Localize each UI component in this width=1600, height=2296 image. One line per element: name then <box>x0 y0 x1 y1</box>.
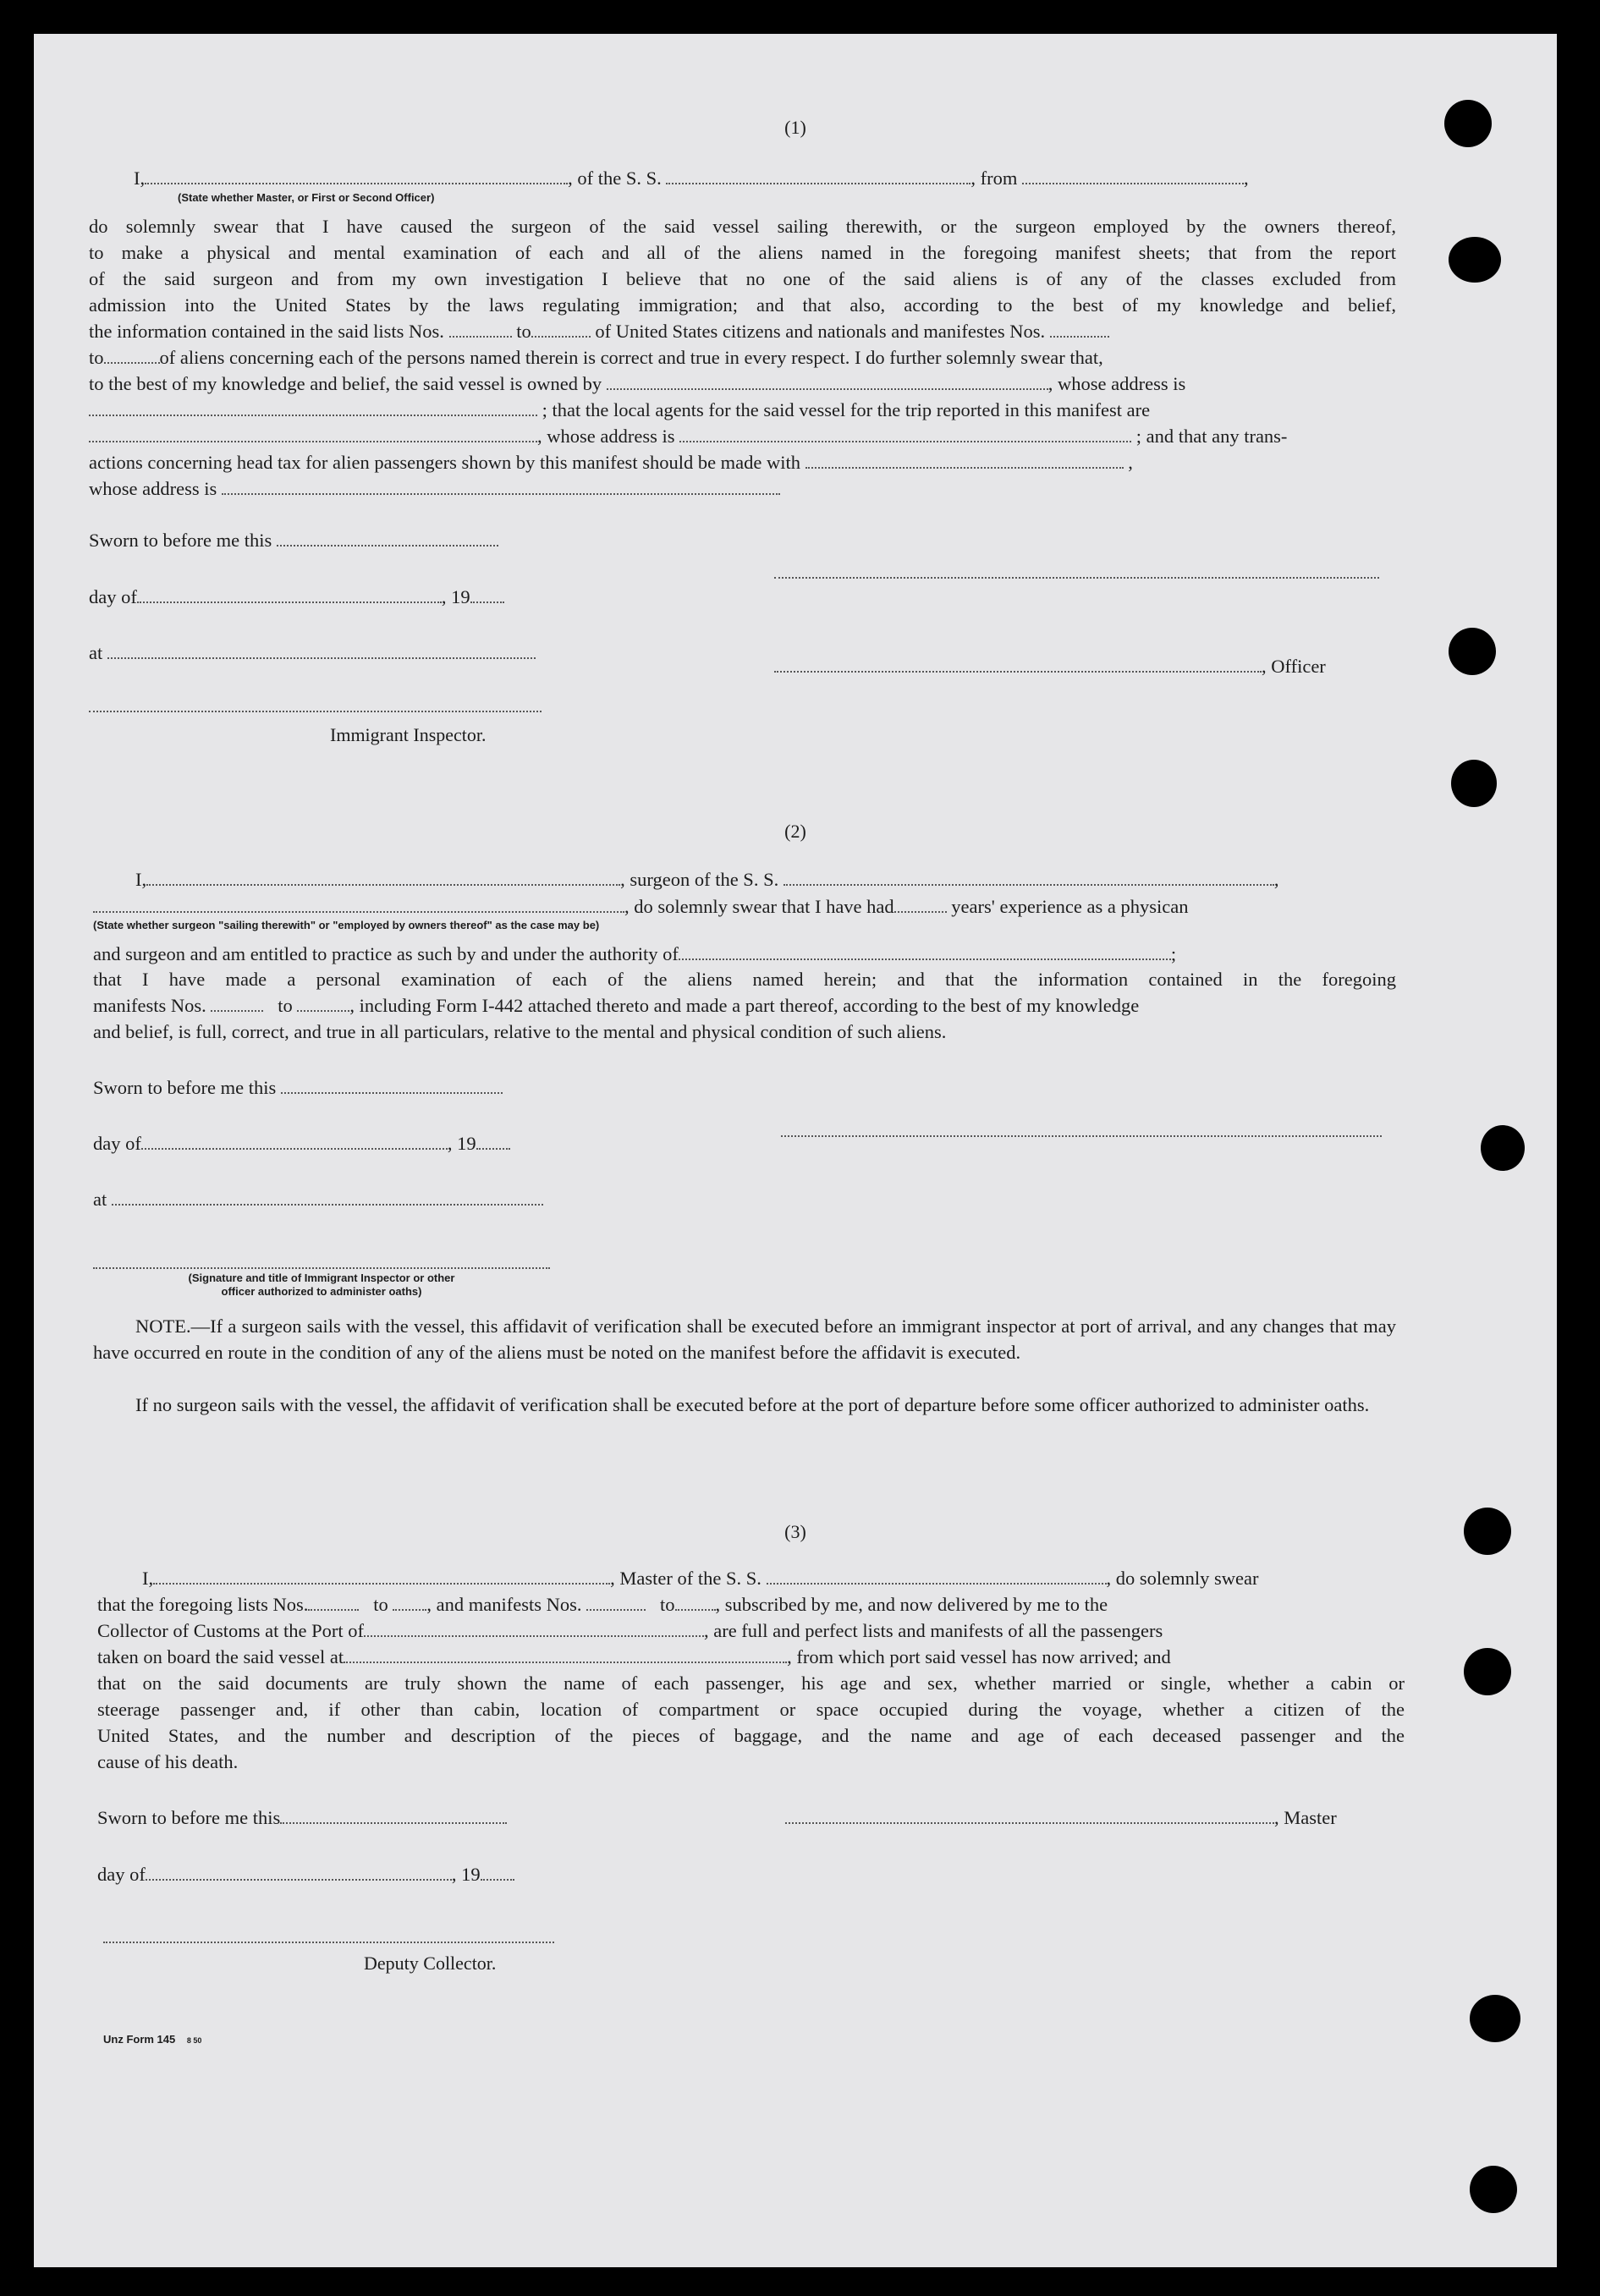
field-hint: (State whether surgeon "sailing therewith" or "employed by owners thereof" as the case may be) <box>93 919 600 931</box>
text-line: that I have made a personal examination of each of the aliens named herein; and that the information contained in the foregoing <box>93 969 1396 990</box>
text: I, <box>135 869 147 890</box>
line-head-tax-address <box>89 475 780 502</box>
head-tax-address-field[interactable] <box>222 481 780 495</box>
line-agents <box>89 397 1150 423</box>
text: manifests Nos. <box>93 995 206 1016</box>
section-number: (3) <box>784 1521 806 1542</box>
vessel-name-field[interactable] <box>784 872 1274 886</box>
text: , of the S. S. <box>568 168 662 189</box>
agents-field[interactable] <box>89 429 537 442</box>
text: , subscribed by me, and now delivered by me to the <box>715 1594 1108 1615</box>
punch-hole <box>1464 1648 1511 1695</box>
field-hint: (State whether Master, or First or Second Officer) <box>178 191 435 204</box>
sworn-line <box>89 527 498 553</box>
signature-caption-line: (Signature and title of Immigrant Inspector or other <box>188 1272 455 1284</box>
day-field[interactable] <box>141 1136 448 1150</box>
text: years' experience as a physican <box>951 896 1189 917</box>
sworn-date-field[interactable] <box>280 1810 507 1824</box>
text: , 19 <box>451 1864 481 1885</box>
note-paragraph <box>93 1313 1396 1365</box>
text-line: that on the said documents are truly shown the name of each passenger, his age and sex, whether married or single, whether a cabin or <box>97 1673 1405 1694</box>
form-label: Unz Form 145 <box>103 2033 176 2046</box>
surgeon-capacity-field[interactable] <box>93 899 624 913</box>
officer-line <box>774 653 1326 679</box>
text: to <box>89 347 104 368</box>
signature-field[interactable] <box>774 575 1379 579</box>
text-line: steerage passenger and, if other than cabin, location of compartment or space occupied during the voyage, whether a citizen of the <box>97 1699 1405 1720</box>
text: and surgeon and am entitled to practice as such by and under the authority of <box>93 943 679 964</box>
signature-caption <box>93 1272 550 1299</box>
collector-signature-field[interactable] <box>103 1940 554 1943</box>
vessel-name-field[interactable] <box>666 171 970 184</box>
day-field[interactable] <box>137 590 442 603</box>
manifest-to-field[interactable] <box>297 998 349 1012</box>
text: that the foregoing lists Nos. <box>97 1594 309 1615</box>
owner-address-field[interactable] <box>89 403 537 416</box>
text: , <box>1128 452 1133 473</box>
text: , including Form I-442 attached thereto and made a part thereof, according to the best of my knowledge <box>349 995 1140 1016</box>
text: of United States citizens and nationals and manifestes Nos. <box>595 321 1046 342</box>
owner-field[interactable] <box>607 376 1048 390</box>
surgeon-name-field[interactable] <box>146 872 620 886</box>
text: ; that the local agents for the said vessel for the trip reported in this manifest are <box>542 399 1151 420</box>
master-signature-line <box>785 1804 1337 1831</box>
line-agents-address <box>89 423 1287 449</box>
line-surgeon <box>135 866 1278 893</box>
line-port <box>97 1618 1163 1644</box>
text: I, <box>142 1568 154 1589</box>
vessel-name-field[interactable] <box>767 1571 1107 1585</box>
collector-caption: Deputy Collector. <box>364 1953 497 1974</box>
text: day of <box>89 586 137 607</box>
inspector-signature-field[interactable] <box>93 1266 550 1269</box>
surgeon-signature-field[interactable] <box>781 1134 1382 1137</box>
day-line <box>97 1861 514 1887</box>
officer-signature-field[interactable] <box>774 659 1262 673</box>
text: actions concerning head tax for alien passengers shown by this manifest should be made with <box>89 452 801 473</box>
form-page <box>34 34 1557 2267</box>
manifest-from-field[interactable] <box>586 1597 646 1611</box>
text: , and manifests Nos. <box>426 1594 582 1615</box>
punch-hole <box>1451 760 1497 807</box>
list-from-field[interactable] <box>308 1597 359 1611</box>
text: I, <box>134 168 146 189</box>
text: to <box>373 1594 388 1615</box>
boarding-port-field[interactable] <box>344 1650 787 1663</box>
text: , 19 <box>447 1133 476 1154</box>
text: , from which port said vessel has now arrived; and <box>787 1646 1171 1667</box>
text: at <box>89 642 103 663</box>
line-head-tax <box>89 449 1133 475</box>
text-line: do solemnly swear that I have caused the surgeon of the said vessel sailing therewith, or the surgeon employed by the owners thereof, <box>89 216 1396 237</box>
text: , whose address is <box>1047 373 1186 394</box>
line-officer <box>134 165 1249 191</box>
form-number <box>103 2033 201 2046</box>
manifest-from-field[interactable] <box>1050 324 1109 338</box>
text: , are full and perfect lists and manifests of all the passengers <box>703 1620 1163 1641</box>
text: Sworn to before me this <box>93 1077 277 1098</box>
note-text: NOTE.—If a surgeon sails with the vessel, this affidavit of verification shall be executed before an immigrant inspector at port of arrival, and any changes that may have occurred en route in the condition of any of the aliens must be noted on the manifest before the affidavit is executed. <box>93 1316 1396 1363</box>
master-name-field[interactable] <box>153 1571 610 1585</box>
line-authority <box>93 941 1176 967</box>
punch-hole <box>1449 628 1496 675</box>
text: , surgeon of the S. S. <box>620 869 779 890</box>
text: day of <box>97 1864 146 1885</box>
text: , Master <box>1274 1807 1337 1828</box>
line-boarding <box>97 1644 1171 1670</box>
text-line: cause of his death. <box>97 1751 239 1772</box>
inspector-signature-field[interactable] <box>89 709 542 712</box>
text: , do solemnly swear that I have had <box>624 896 894 917</box>
place-field[interactable] <box>112 1192 543 1206</box>
text: Collector of Customs at the Port of <box>97 1620 364 1641</box>
text: to <box>516 321 531 342</box>
day-field[interactable] <box>146 1867 452 1881</box>
manifest-to-field[interactable] <box>675 1597 716 1611</box>
text: to <box>278 995 293 1016</box>
text: , <box>1273 869 1279 890</box>
text: ; <box>1170 943 1177 964</box>
text: taken on board the said vessel at <box>97 1646 344 1667</box>
text: ; and that any trans- <box>1135 426 1288 447</box>
text: , do solemnly swear <box>1106 1568 1259 1589</box>
punch-hole <box>1481 1125 1525 1171</box>
text: day of <box>93 1133 141 1154</box>
text: Sworn to before me this <box>97 1807 281 1828</box>
at-line <box>89 640 536 666</box>
text-line: admission into the United States by the laws regulating immigration; and that also, according to the best of my knowledge and belief, <box>89 294 1396 316</box>
text: whose address is <box>89 478 217 499</box>
text: , <box>1244 168 1249 189</box>
line-lists <box>89 318 1109 344</box>
years-field[interactable] <box>894 899 947 913</box>
text: , whose address is <box>537 426 675 447</box>
form-code: 8 50 <box>186 2036 202 2045</box>
line-manifests <box>93 992 1139 1019</box>
port-field[interactable] <box>364 1623 704 1637</box>
sworn-date-field[interactable] <box>281 1080 503 1094</box>
sworn-line <box>97 1804 507 1831</box>
note-paragraph <box>93 1392 1396 1418</box>
officer-name-field[interactable] <box>145 171 568 184</box>
line-lists <box>97 1591 1108 1618</box>
day-line <box>89 584 504 610</box>
line-master <box>142 1565 1258 1591</box>
day-line <box>93 1130 510 1156</box>
master-signature-field[interactable] <box>785 1810 1274 1824</box>
punch-hole <box>1470 2166 1517 2213</box>
text-line: to make a physical and mental examination of each and all of the aliens named in the foregoing manifest sheets; that from the report <box>89 242 1396 263</box>
text: at <box>93 1189 107 1210</box>
list-to-field[interactable] <box>393 1597 426 1611</box>
sworn-date-field[interactable] <box>277 533 498 547</box>
sworn-line <box>93 1074 503 1101</box>
text-line: United States, and the number and description of the pieces of baggage, and the name and age of each deceased passenger and the <box>97 1725 1405 1746</box>
line-aliens <box>89 344 1103 371</box>
year-field[interactable] <box>470 590 504 603</box>
departure-port-field[interactable] <box>1022 171 1244 184</box>
note-text: If no surgeon sails with the vessel, the affidavit of verification shall be executed before at the port of departure before some officer authorized to administer oaths. <box>135 1394 1370 1415</box>
text-line: and belief, is full, correct, and true in all particulars, relative to the mental and physical condition of such aliens. <box>93 1021 947 1042</box>
text: , Officer <box>1262 656 1326 677</box>
head-tax-contact-field[interactable] <box>805 455 1124 469</box>
text: , Master of the S. S. <box>610 1568 762 1589</box>
line-experience <box>93 893 1188 920</box>
text: to <box>659 1594 675 1615</box>
text: , from <box>970 168 1018 189</box>
signature-caption-line: officer authorized to administer oaths) <box>221 1285 422 1298</box>
text: the information contained in the said lists Nos. <box>89 321 444 342</box>
text: Sworn to before me this <box>89 530 272 551</box>
section-number: (1) <box>784 117 806 138</box>
agents-address-field[interactable] <box>679 429 1131 442</box>
punch-hole <box>1449 237 1501 283</box>
text-line: of the said surgeon and from my own investigation I believe that no one of the said aliens is of any of the classes excluded from <box>89 268 1396 289</box>
section-number: (2) <box>784 821 806 842</box>
manifest-to-field[interactable] <box>104 350 160 364</box>
list-from-field[interactable] <box>449 324 512 338</box>
manifest-from-field[interactable] <box>211 998 263 1012</box>
line-owner <box>89 371 1185 397</box>
inspector-caption: Immigrant Inspector. <box>330 724 487 745</box>
text: , 19 <box>441 586 470 607</box>
authority-field[interactable] <box>679 947 1171 960</box>
year-field[interactable] <box>481 1867 514 1881</box>
text: of aliens concerning each of the persons named therein is correct and true in every respect. I do further solemnly swear that, <box>159 347 1103 368</box>
text: to the best of my knowledge and belief, the said vessel is owned by <box>89 373 602 394</box>
at-line <box>93 1186 543 1212</box>
punch-hole <box>1470 1995 1520 2042</box>
place-field[interactable] <box>107 645 536 659</box>
list-to-field[interactable] <box>531 324 591 338</box>
year-field[interactable] <box>476 1136 510 1150</box>
